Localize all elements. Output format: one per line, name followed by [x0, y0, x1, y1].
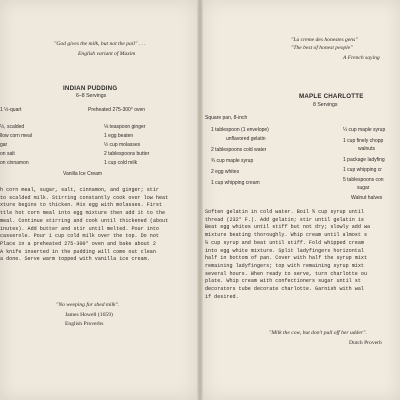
left-bottom-quote: "No weeping for shed milk".: [56, 302, 120, 308]
ingredient-left-0: 1 tablespoon (1 envelope): [211, 127, 269, 133]
ingredient-left-2: 2 tablespoons cold water: [211, 147, 267, 153]
ingredient-left-0: 1 ½-quart: [0, 107, 22, 113]
ingredient-right-0: ⅛ teaspoon ginger: [104, 124, 146, 130]
ingredient-left-1: unflavored gelatin: [226, 136, 266, 142]
right-top-quote-1: "La creme des honestes gens": [291, 37, 358, 43]
ingredient-right-7: Walnut halves: [351, 195, 383, 201]
ingredient-right-3: 1 package ladyfing: [343, 157, 385, 163]
left-top-quote: "God gives the milk, but not the pail" . . .: [54, 41, 146, 47]
serve-with: Vanilla Ice Cream: [63, 171, 103, 177]
recipe-instructions: h corn meal, sugar, salt, cinnamon, and ginger; stir to scalded milk. Stirring constantly cook over low heat xture begins to thicken. Mix egg with molasses. First ttle hot corn meal into egg mixture then add it to the meal. Continue stirring and cook until thickened (about inutes). Add butter and stir until melted. Pour into casserole. Pour 1 cup cold milk over the top. Do not Place in a preheated 275-300° oven and bake about 2 A knife inserted in the pudding will come out clean a done. Serve warm topped with vanilla ice cream.: [0, 187, 169, 263]
pan-size: Square pan, 8-inch: [205, 115, 248, 121]
ingredient-left-4: 2 egg whites: [211, 169, 240, 175]
ingredient-right-4: 1 cup whipping cr: [343, 167, 382, 173]
ingredient-right-1: 1 cup finely chopp: [343, 138, 384, 144]
right-top-quote-attribution: A French saying: [343, 55, 380, 61]
right-bottom-quote: "Milk the cow, but don't pull off her udder".: [269, 330, 367, 336]
right-bottom-attr: Dutch Proverb: [349, 340, 382, 346]
preheat-note: Preheated 275-300° oven: [88, 107, 146, 113]
right-page: [203, 0, 400, 400]
ingredient-right-0: ¼ cup maple syrup: [343, 127, 386, 133]
ingredient-right-2: walnuts: [358, 146, 375, 152]
ingredient-right-2: ½ cup molasses: [104, 142, 141, 148]
ingredient-left-4: gar: [0, 142, 8, 148]
left-page: [0, 0, 197, 400]
recipe-instructions: Soften gelatin in cold water. Boil ¾ cup syrup until thread (232° F.). Add gelatin; stir until gelatin is Beat egg whites until stiff but not dry; slowly add wa mixture beating thoroughly. Whip cream until almost s ¼ cup syrup and beat until stiff. Fold whipped cream into egg white mixture. Split ladyfingers horizontal half in bottom of pan. Cover with half the syrup mixt remaining ladyfingers; top with remaining syrup mixt several hours. When ready to serve, turn charlotte ou plate. Whip cream with confectioners sugar until st decorators tube decorate charlotte. Garnish with wal if desired.: [205, 209, 371, 300]
recipe-servings: 8 Servings: [313, 102, 338, 108]
right-top-quote-2: "The best of honest people": [291, 45, 353, 51]
recipe-title: INDIAN PUDDING: [63, 85, 118, 92]
recipe-title: MAPLE CHARLOTTE: [299, 93, 364, 100]
ingredient-left-5: 1 cup whipping cream: [211, 180, 260, 186]
ingredient-right-6: sugar: [357, 185, 370, 191]
recipe-servings: 6–8 Servings: [76, 93, 107, 99]
ingredient-left-3: llow corn meal: [0, 133, 32, 139]
ingredient-right-5: 5 tablespoons con: [343, 177, 384, 183]
ingredient-left-2: ½, scalded: [0, 124, 25, 130]
ingredient-right-1: 1 egg beaten: [104, 133, 134, 139]
left-bottom-attr-1: James Howell (1659): [65, 312, 113, 318]
left-bottom-attr-2: English Proverbs: [65, 321, 104, 327]
left-top-quote-attribution: English variant of Maxim: [78, 51, 136, 57]
ingredient-right-4: 1 cup cold milk: [104, 160, 138, 166]
ingredient-left-3: ¾ cup maple syrup: [211, 158, 254, 164]
ingredient-right-3: 2 tablespoons butter: [104, 151, 150, 157]
ingredient-left-6: on cinnamon: [0, 160, 29, 166]
ingredient-left-5: on salt: [0, 151, 15, 157]
